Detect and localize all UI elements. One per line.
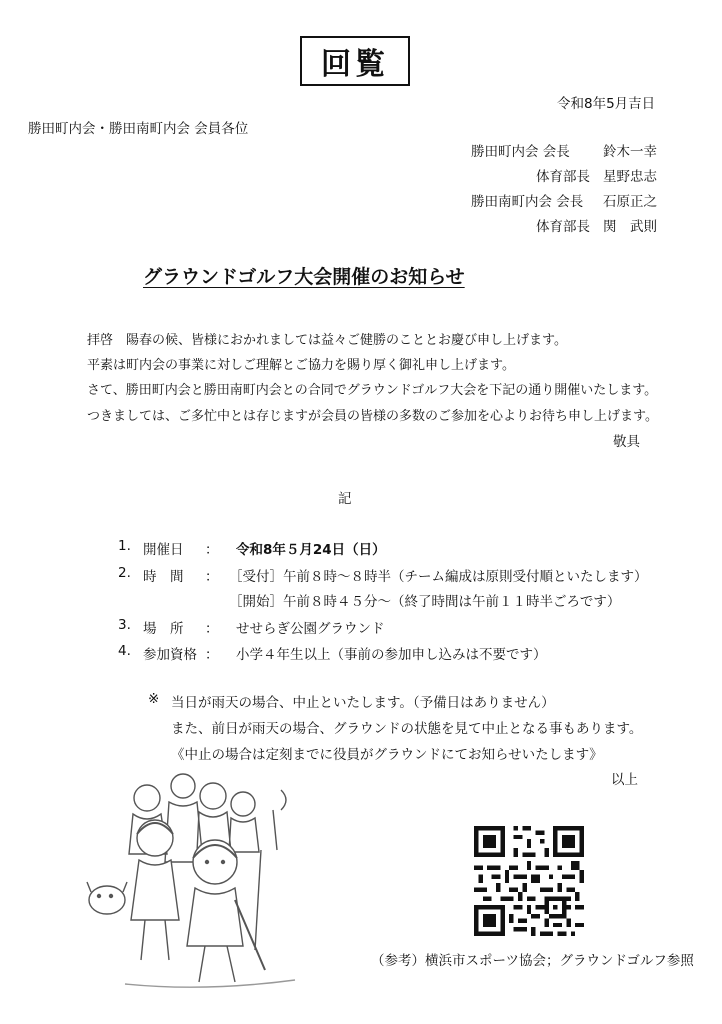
item-value: ［受付］午前８時～８時半（チーム編成は原則受付順といたします） — [229, 569, 648, 585]
people-illustration — [85, 770, 315, 995]
sender-role: 体育部長 — [536, 169, 590, 185]
item-colon: ： — [205, 647, 219, 663]
body-line: さて、勝田町内会と勝田南町内会との合同でグラウンドゴルフ大会を下記の通り開催いたします。 — [87, 383, 658, 398]
sender-role: 勝田南町内会 会長 — [471, 194, 584, 210]
body-line: 平素は町内会の事業に対しご理解とご協力を賜り厚く御礼申し上げます。 — [87, 358, 515, 373]
item-value: せせらぎ公園グラウンド — [236, 621, 385, 637]
note-line: 当日が雨天の場合、中止といたします。（予備日はありません） — [171, 695, 555, 711]
item-value-second: ［開始］午前８時４５分～（終了時間は午前１１時半ごろです） — [229, 594, 621, 610]
ijo: 以上 — [611, 772, 638, 788]
note-line: また、前日が雨天の場合、グラウンドの状態を見て中止となる事もあります。 — [171, 721, 643, 737]
addressee: 勝田町内会・勝田南町内会 会員各位 — [28, 121, 249, 137]
item-colon: ： — [205, 569, 219, 585]
item-value: 令和8年５月24日（日） — [236, 542, 386, 558]
body-line: つきましては、ご多忙中とは存じますが会員の皆様の多数のご参加を心よりお待ち申し上げます。 — [87, 409, 658, 424]
note-line: 《中止の場合は定刻までに役員がグラウンドにてお知らせいたします》 — [171, 747, 603, 763]
sender-role: 体育部長 — [536, 219, 590, 235]
note-mark: ※ — [148, 691, 160, 707]
qr-code[interactable] — [474, 826, 584, 936]
page-title: 回覧 — [300, 36, 410, 86]
item-colon: ： — [205, 621, 219, 637]
notice-heading: グラウンドゴルフ大会開催のお知らせ — [143, 266, 465, 288]
item-number: 1. — [118, 538, 131, 554]
sender-name: 関 武則 — [603, 219, 657, 235]
reference-note: （参考）横浜市スポーツ協会；グラウンドゴルフ参照 — [371, 953, 694, 969]
keigu: 敬具 — [613, 434, 640, 450]
sender-name: 星野忠志 — [603, 169, 657, 185]
item-label: 場 所 — [143, 621, 184, 637]
ki-mark: 記 — [338, 491, 352, 507]
sender-name: 鈴木一幸 — [603, 144, 657, 160]
item-label: 時 間 — [143, 569, 184, 585]
item-label: 参加資格 — [143, 647, 197, 663]
item-label: 開催日 — [143, 542, 184, 558]
item-number: 4. — [118, 643, 131, 659]
sender-name: 石原正之 — [603, 194, 657, 210]
sender-role: 勝田町内会 会長 — [471, 144, 570, 160]
item-colon: ： — [205, 542, 219, 558]
item-value: 小学４年生以上（事前の参加申し込みは不要です） — [236, 647, 547, 663]
issue-date: 令和8年5月吉日 — [557, 96, 656, 112]
item-number: 2. — [118, 565, 131, 581]
body-line: 拝啓 陽春の候、皆様におかれましては益々ご健勝のこととお慶び申し上げます。 — [87, 333, 567, 348]
item-number: 3. — [118, 617, 131, 633]
